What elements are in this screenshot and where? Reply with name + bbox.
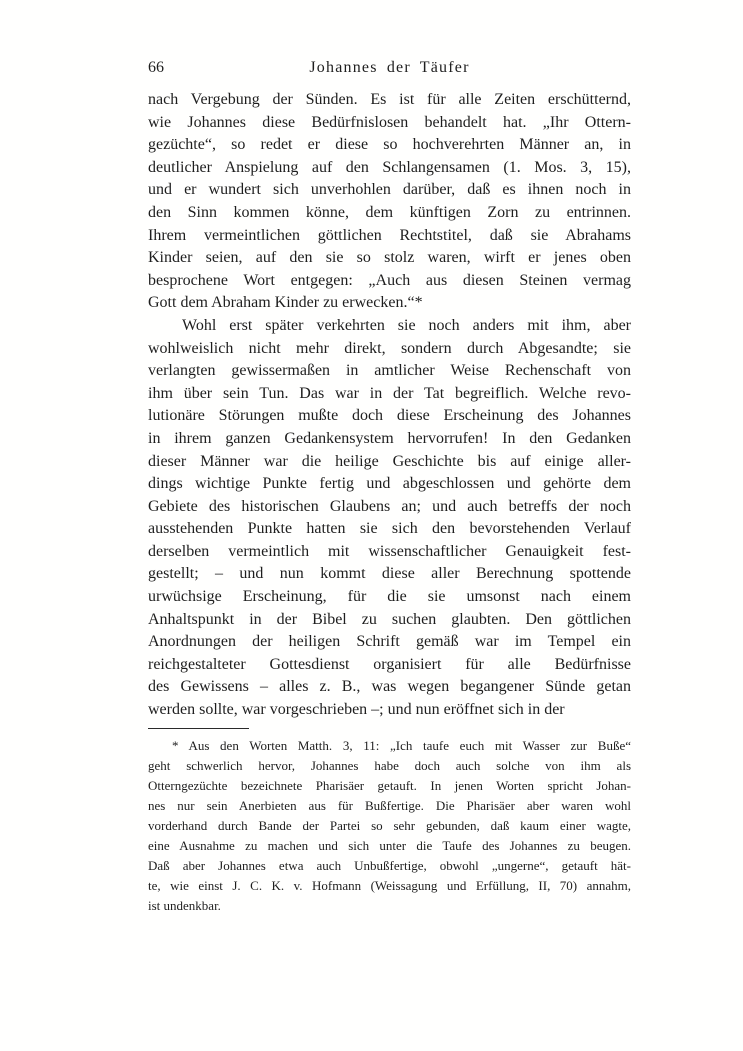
footnote-line: geht schwerlich hervor, Johannes habe doch auch solche von ihm als [148,758,631,773]
body-line: Ihrem vermeintlichen göttlichen Rechtstitel, daß sie Abrahams [148,226,631,244]
body-line: verlangten gewissermaßen in amtlicher Weise Rechenschaft von [148,362,631,380]
footnote-line: nes nur sein Anerbieten aus für Bußfertige. Die Pharisäer aber waren wohl [148,798,631,813]
body-line: werden sollte, war vorgeschrieben –; und nun eröffnet sich in der [148,701,565,719]
footnote-line: ist undenkbar. [148,898,221,913]
body-line: lutionäre Störungen mußte doch diese Erscheinung des Johannes [148,407,631,425]
body-line: wohlweislich nicht mehr direkt, sondern durch Abgesandte; sie [148,339,631,357]
paragraph-1 [148,89,631,315]
body-line: derselben vermeintlich mit wissenschaftlicher Genauigkeit fest- [148,542,631,560]
body-line: dings wichtige Punkte fertig und abgeschlossen und gehörte dem [148,475,631,493]
footnote-line: eine Ausnahme zu machen und sich unter die Taufe des Johannes zu beugen. [148,838,631,853]
paragraph-2 [148,315,631,722]
footnote-line: Otterngezüchte bezeichnete Pharisäer getauft. In jenen Worten spricht Johan- [148,778,631,793]
body-line: urwüchsige Erscheinung, für die sie umsonst nach einem [148,588,631,606]
body-line: ihm über sein Tun. Das war in der Tat begreiflich. Welche revo- [148,384,631,402]
footnote-rule [148,728,249,729]
page-header [148,59,631,81]
page-number: 66 [148,59,164,76]
body-line: Anhaltspunkt in der Bibel zu suchen glaubten. Den göttlichen [148,610,631,628]
body-line: Anordnungen der heiligen Schrift gemäß war im Tempel ein [148,633,631,651]
body-line: gezüchte“, so redet er diese so hochverehrten Männer an, in [148,136,631,154]
running-title: Johannes der Täufer [309,59,470,76]
body-line: den Sinn kommen könne, dem künftigen Zorn zu entrinnen. [148,203,631,221]
footnote-line: Daß aber Johannes etwa auch Unbußfertige, obwohl „ungerne“, getauft hät- [148,858,631,873]
footnote-line: vorderhand durch Bande der Partei so sehr gebunden, daß kaum einer wagte, [148,818,631,833]
footnote-line: * Aus den Worten Matth. 3, 11: „Ich taufe euch mit Wasser zur Buße“ [172,738,631,753]
footnote-text [148,736,631,916]
body-line: wie Johannes diese Bedürfnislosen behandelt hat. „Ihr Ottern- [148,113,631,131]
footnote-line: te, wie einst J. C. K. v. Hofmann (Weissagung und Erfüllung, II, 70) annahm, [148,878,631,893]
body-line: besprochene Wort entgegen: „Auch aus diesen Steinen vermag [148,271,631,289]
body-line: nach Vergebung der Sünden. Es ist für alle Zeiten erschütternd, [148,91,631,108]
body-line: Wohl erst später verkehrten sie noch anders mit ihm, aber [182,316,631,334]
body-line: in ihrem ganzen Gedankensystem hervorrufen! In den Gedanken [148,429,631,447]
body-text [148,89,631,722]
body-line: dieser Männer war die heilige Geschichte bis auf einige aller- [148,452,631,470]
body-line: Gebiete des historischen Glaubens an; und auch betreffs der noch [148,497,631,515]
body-line: gestellt; – und nun kommt diese aller Berechnung spottende [148,565,631,583]
body-line: und er wundert sich unverhohlen darüber, daß es ihnen noch in [148,181,631,199]
body-line: deutlicher Anspielung auf den Schlangensamen (1. Mos. 3, 15), [148,158,631,176]
body-line: Gott dem Abraham Kinder zu erwecken.“* [148,294,423,312]
body-line: des Gewissens – alles z. B., was wegen begangener Sünde getan [148,678,631,696]
body-line: Kinder seien, auf den sie so stolz waren, wirft er jenes oben [148,249,631,267]
body-line: ausstehenden Punkte hatten sie sich den bevorstehenden Verlauf [148,520,631,538]
body-line: reichgestalteter Gottesdienst organisiert für alle Bedürfnisse [148,655,631,673]
